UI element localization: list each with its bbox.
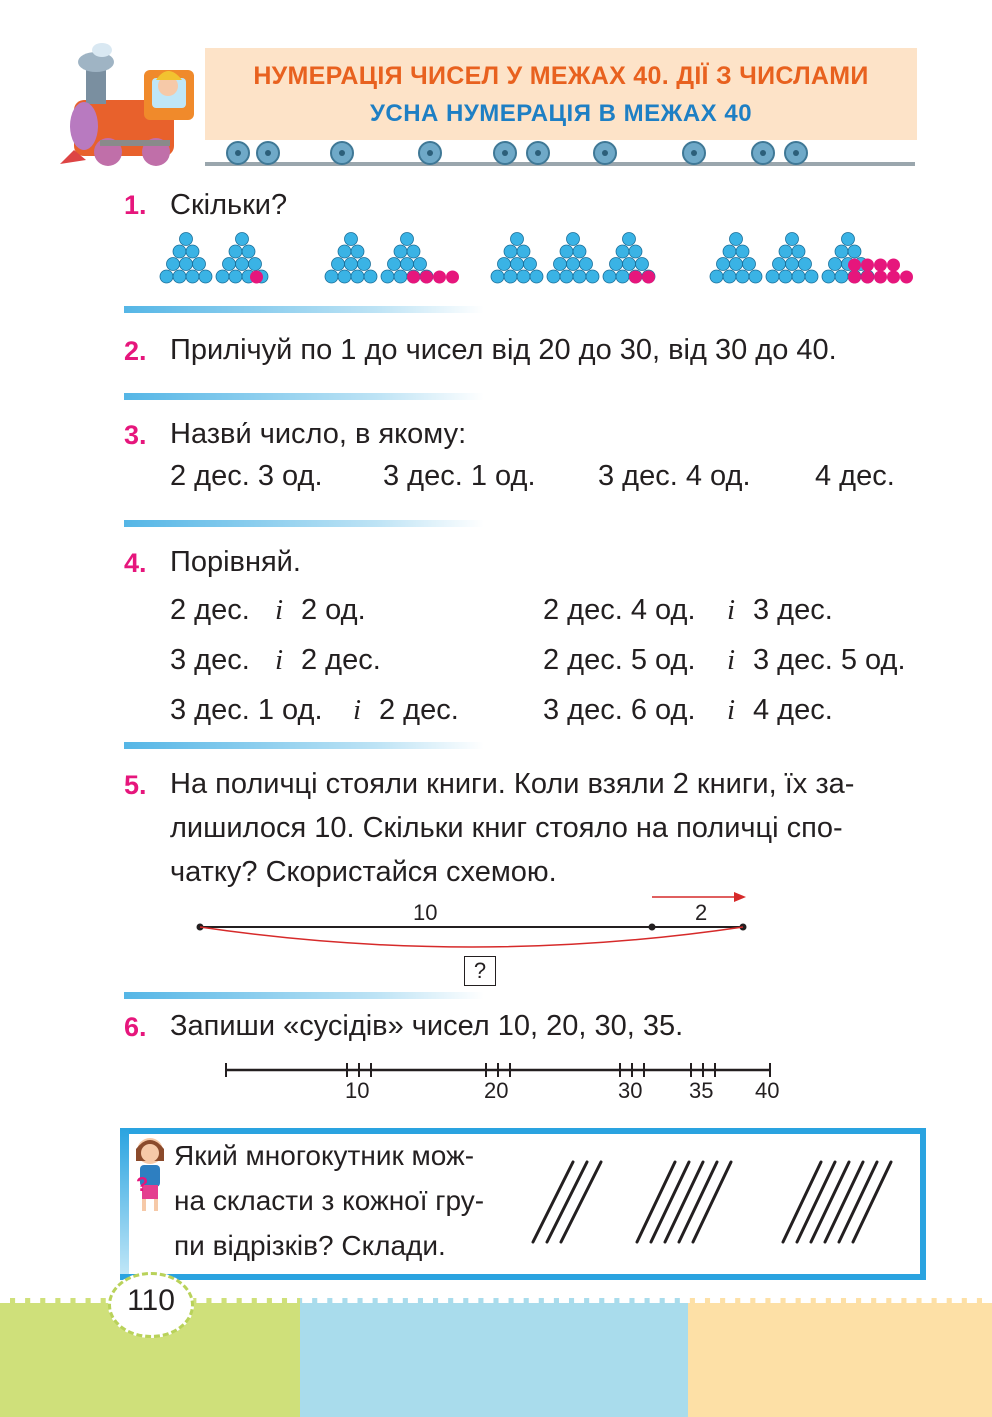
ten-dot xyxy=(338,245,351,258)
compare-right-a: 2 дес. 4 од. xyxy=(543,594,696,626)
unit-dot xyxy=(874,259,887,272)
ten-dot xyxy=(394,245,407,258)
segment-label: 10 xyxy=(413,900,438,925)
ten-dot xyxy=(835,270,848,283)
unit-dot xyxy=(887,271,900,284)
ten-dot xyxy=(338,270,351,283)
compare-right-a: 3 дес. 6 од. xyxy=(543,694,696,726)
ten-dot xyxy=(351,245,364,258)
unit-dot xyxy=(250,271,263,284)
ten-dot xyxy=(394,270,407,283)
unit-dot xyxy=(433,271,446,284)
ten-dot xyxy=(401,233,414,246)
connector: і xyxy=(353,694,362,726)
ten-dot xyxy=(835,245,848,258)
ten-dot xyxy=(573,270,586,283)
separator xyxy=(124,306,484,313)
unit-dot xyxy=(900,271,913,284)
ten-dot xyxy=(779,245,792,258)
decimal-item: 3 дес. 1 од. xyxy=(383,460,536,492)
ten-dot xyxy=(586,270,599,283)
ten-dot xyxy=(511,233,524,246)
ten-dot xyxy=(180,258,193,271)
ten-dot xyxy=(229,270,242,283)
unit-dot xyxy=(420,271,433,284)
page-number: 110 xyxy=(127,1284,175,1317)
ten-dot xyxy=(730,233,743,246)
decimal-item: 4 дес. xyxy=(815,460,895,492)
ten-dot xyxy=(560,270,573,283)
unit-dot xyxy=(407,271,420,284)
ten-dot xyxy=(249,258,262,271)
ten-dot xyxy=(530,270,543,283)
unit-dot xyxy=(446,271,459,284)
ten-dot xyxy=(173,245,186,258)
ten-dot xyxy=(504,245,517,258)
connector: і xyxy=(727,694,736,726)
ten-dot xyxy=(388,258,401,271)
separator xyxy=(124,992,484,999)
ten-dot xyxy=(547,270,560,283)
connector: і xyxy=(275,594,284,626)
ten-dot xyxy=(242,245,255,258)
unknown-box: ? xyxy=(464,956,496,986)
ten-dot xyxy=(792,270,805,283)
ten-dot xyxy=(710,270,723,283)
ten-dot xyxy=(842,233,855,246)
ten-dot xyxy=(567,233,580,246)
task-text: Порівняй. xyxy=(170,546,301,578)
ten-dot xyxy=(345,233,358,246)
ten-dot xyxy=(786,233,799,246)
compare-left-b: 2 дес. xyxy=(379,694,459,726)
ten-dot xyxy=(792,245,805,258)
ten-dot xyxy=(723,270,736,283)
challenge-text-line: Який многокутник мож- xyxy=(174,1140,475,1171)
tick-label: 30 xyxy=(618,1078,643,1103)
ten-dot xyxy=(623,258,636,271)
separator xyxy=(124,742,484,749)
ten-dot xyxy=(229,245,242,258)
ten-dot xyxy=(216,270,229,283)
ten-dot xyxy=(616,270,629,283)
ten-dot xyxy=(766,270,779,283)
page-subtitle: УСНА НУМЕРАЦІЯ В МЕЖАХ 40 xyxy=(369,100,753,127)
train-illustration xyxy=(60,40,210,170)
ten-dot xyxy=(743,258,756,271)
compare-right-b: 3 дес. xyxy=(753,594,833,626)
ten-dot xyxy=(491,270,504,283)
ten-dot xyxy=(573,245,586,258)
train-wheels xyxy=(220,140,820,170)
compare-left-a: 2 дес. xyxy=(170,594,250,626)
task-text: Запиши «сусідів» чисел 10, 20, 30, 35. xyxy=(170,1010,684,1042)
ten-dot xyxy=(407,245,420,258)
footer-orange xyxy=(688,1298,992,1417)
connector: і xyxy=(275,644,284,676)
ten-dot xyxy=(773,258,786,271)
compare-right-a: 2 дес. 5 од. xyxy=(543,644,696,676)
ten-dot xyxy=(799,258,812,271)
ten-dot xyxy=(332,258,345,271)
ten-dot xyxy=(717,258,730,271)
tick-label: 40 xyxy=(755,1078,780,1103)
ten-dot xyxy=(160,270,173,283)
ten-dot xyxy=(325,270,338,283)
task-number: 4. xyxy=(124,548,147,578)
ten-dot xyxy=(610,258,623,271)
ten-dot xyxy=(223,258,236,271)
task-text-line: На поличці стояли книги. Коли взяли 2 книги, їх за- xyxy=(170,768,855,800)
separator xyxy=(124,520,484,527)
ten-dot xyxy=(167,258,180,271)
decimal-item: 2 дес. 3 од. xyxy=(170,460,323,492)
ten-dot xyxy=(180,233,193,246)
ten-dot xyxy=(401,258,414,271)
tick-label: 10 xyxy=(345,1078,370,1103)
girl-icon xyxy=(128,1135,172,1217)
ten-dot xyxy=(636,258,649,271)
ten-dot xyxy=(186,270,199,283)
unit-dot xyxy=(848,259,861,272)
unit-dot xyxy=(642,271,655,284)
ten-dot xyxy=(749,270,762,283)
task-text: Скільки? xyxy=(170,189,288,221)
segment-label: 2 xyxy=(695,900,708,925)
challenge-text-line: пи відрізків? Склади. xyxy=(174,1230,446,1261)
task-number: 2. xyxy=(124,336,147,366)
ten-dot xyxy=(779,270,792,283)
task-text-line: чатку? Скористайся схемою. xyxy=(170,856,557,888)
unit-dot xyxy=(874,271,887,284)
ten-dot xyxy=(498,258,511,271)
connector: і xyxy=(727,594,736,626)
ten-dot xyxy=(554,258,567,271)
ten-dot xyxy=(524,258,537,271)
compare-right-b: 4 дес. xyxy=(753,694,833,726)
task-text: Назви́ число, в якому: xyxy=(170,418,467,450)
ten-dot xyxy=(623,233,636,246)
ten-dot xyxy=(504,270,517,283)
ten-dot xyxy=(829,258,842,271)
compare-left-b: 2 дес. xyxy=(301,644,381,676)
footer-blue xyxy=(300,1298,688,1417)
ten-dot xyxy=(786,258,799,271)
ten-dot xyxy=(193,258,206,271)
ten-dot xyxy=(511,258,524,271)
ten-dot xyxy=(517,270,530,283)
task-number: 1. xyxy=(124,190,147,220)
unit-dot xyxy=(861,271,874,284)
task-number: 3. xyxy=(124,420,147,450)
separator xyxy=(124,393,484,400)
ten-dot xyxy=(414,258,427,271)
challenge-text-line: на скласти з кожної гру- xyxy=(174,1185,485,1216)
unit-dot xyxy=(848,271,861,284)
unit-dot xyxy=(887,259,900,272)
decimal-item: 3 дес. 4 од. xyxy=(598,460,751,492)
compare-left-b: 2 од. xyxy=(301,594,366,626)
ten-dot xyxy=(364,270,377,283)
svg-text:?: ? xyxy=(136,1174,149,1196)
ten-dot xyxy=(736,270,749,283)
ten-dot xyxy=(358,258,371,271)
unit-dot xyxy=(861,259,874,272)
ten-dot xyxy=(345,258,358,271)
compare-right-b: 3 дес. 5 од. xyxy=(753,644,906,676)
dot-groups xyxy=(155,232,915,292)
ten-dot xyxy=(848,245,861,258)
ten-dot xyxy=(351,270,364,283)
ten-dot xyxy=(173,270,186,283)
ten-dot xyxy=(629,245,642,258)
ten-dot xyxy=(730,258,743,271)
task-text: Прилічуй по 1 до чисел від 20 до 30, від 30 до 40. xyxy=(170,334,837,366)
ten-dot xyxy=(199,270,212,283)
ten-dot xyxy=(186,245,199,258)
ten-dot xyxy=(616,245,629,258)
ten-dot xyxy=(560,245,573,258)
compare-left-a: 3 дес. 1 од. xyxy=(170,694,323,726)
task-number: 6. xyxy=(124,1012,147,1042)
ten-dot xyxy=(580,258,593,271)
ten-dot xyxy=(381,270,394,283)
ten-dot xyxy=(736,245,749,258)
ten-dot xyxy=(723,245,736,258)
ten-dot xyxy=(517,245,530,258)
compare-left-a: 3 дес. xyxy=(170,644,250,676)
segment-groups xyxy=(525,1152,910,1252)
tick-label: 35 xyxy=(689,1078,714,1103)
page-title: НУМЕРАЦІЯ ЧИСЕЛ У МЕЖАХ 40. ДІЇ З ЧИСЛАМИ xyxy=(253,62,869,90)
unit-dot xyxy=(629,271,642,284)
task-number: 5. xyxy=(124,770,147,800)
ten-dot xyxy=(236,258,249,271)
ten-dot xyxy=(822,270,835,283)
task-text-line: лишилося 10. Скільки книг стояло на поличці спо- xyxy=(170,812,843,844)
ten-dot xyxy=(567,258,580,271)
connector: і xyxy=(727,644,736,676)
ten-dot xyxy=(603,270,616,283)
segment-scheme xyxy=(190,885,760,955)
ten-dot xyxy=(805,270,818,283)
ten-dot xyxy=(236,233,249,246)
tick-label: 20 xyxy=(484,1078,509,1103)
